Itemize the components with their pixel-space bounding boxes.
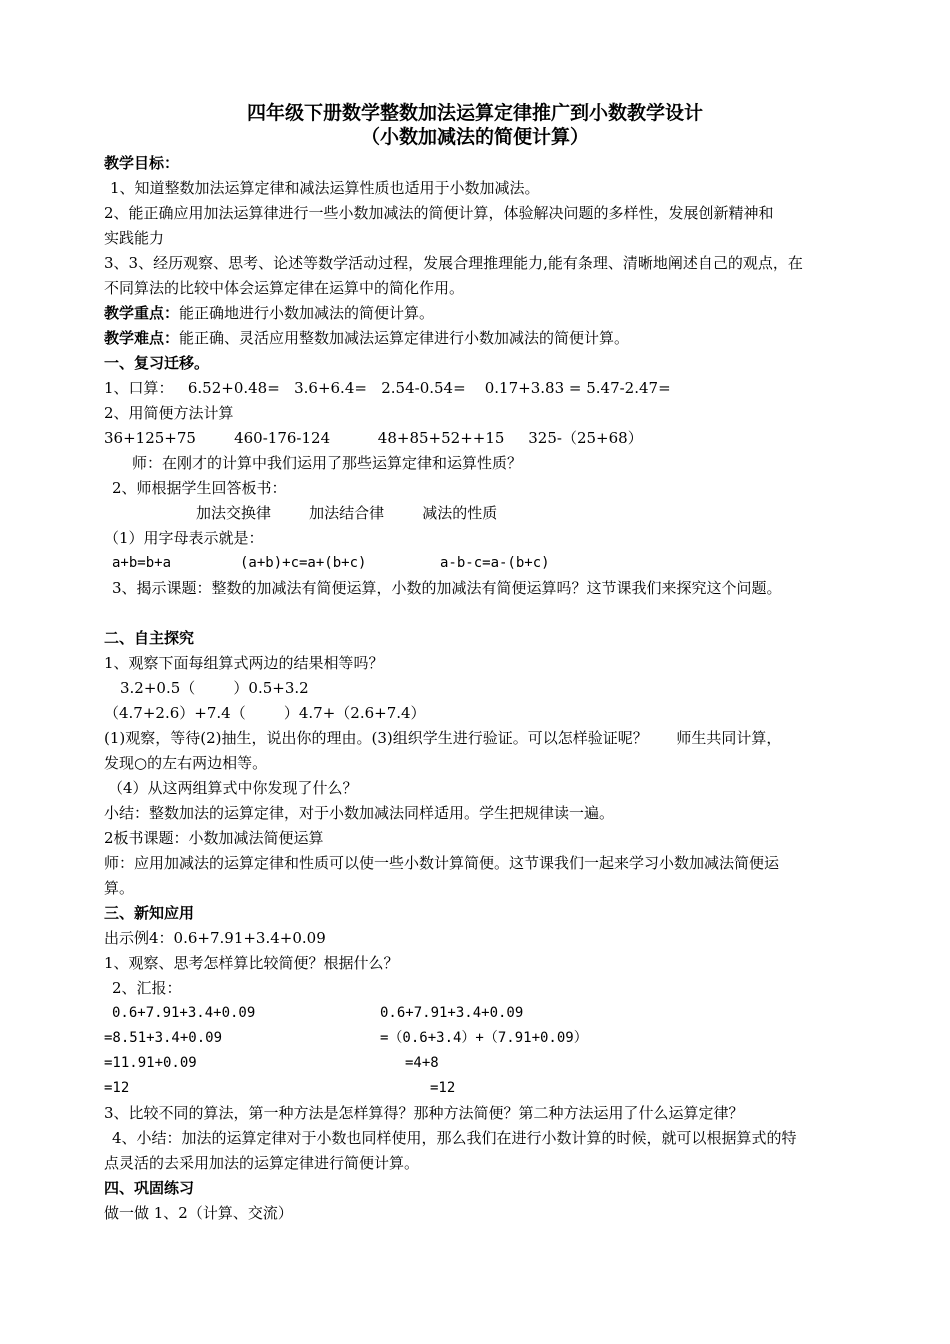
law-commutative: a+b=b+a [112,555,172,571]
steps-line1: (1)观察，等待(2)抽生，说出你的理由。(3)组织学生进行验证。可以怎样验证呢？ 师生共同计算， [104,729,782,747]
simple-calc-title: 2、用简便方法计算 [104,404,234,422]
difficulty-text: 能正确、灵活应用整数加减法运算定律进行小数加减法的简便计算。 [179,329,630,347]
key-point-label: 教学重点： [104,304,180,322]
objective-2-line1: 2、能正确应用加法运算律进行一些小数加减法的简便计算，体验解决问题的多样性，发展创新精神和 [104,204,774,222]
teacher-question: 师：在刚才的计算中我们运用了那些运算定律和运算性质？ [132,454,523,472]
section2-heading: 二、自主探究 [104,629,195,647]
summary: 小结：整数加法的运算定律，对于小数加减法同样适用。学生把规律读一遍。 [104,804,615,822]
method2-step: =4+8 [405,1055,439,1071]
think-question: 1、观察、思考怎样算比较简便？根据什么？ [104,954,399,972]
section3-summary-line2: 点灵活的去采用加法的运算定律进行简便计算。 [104,1154,420,1172]
letters-intro: （1）用字母表示就是： [104,529,264,547]
board-writing: 2、师根据学生回答板书： [112,479,287,497]
simple-calc-exprs: 36+125+75 460-176-124 48+85+52++15 325-（25+68） [104,429,643,447]
method1-step: =12 [104,1080,130,1096]
law-subtraction: a-b-c=a-(b+c) [440,555,550,571]
objective-3-line1: 3、3、经历观察、思考、论述等数学活动过程，发展合理推理能力,能有条理、清晰地阐述自己的观点，在 [104,254,803,272]
practice: 做一做 1、2（计算、交流） [104,1204,293,1222]
method2-step: =12 [430,1080,456,1096]
method2-step: 0.6+7.91+3.4+0.09 [380,1005,524,1021]
document-title: 四年级下册数学整数加法运算定律推广到小数教学设计 [246,102,703,124]
compare-question: 3、比较不同的算法，第一种方法是怎样算得？那种方法简便？第二种方法运用了什么运算定律？ [104,1104,744,1122]
objective-2-line2: 实践能力 [104,229,165,247]
difficulty-label: 教学难点： [104,329,180,347]
key-point-text: 能正确地进行小数加减法的简便计算。 [179,304,435,322]
oral-calc: 1、口算： 6.52+0.48= 3.6+6.4= 2.54-0.54= 0.17+3.83 = 5.47-2.47= [104,379,671,397]
section3-summary-line1: 4、小结：加法的运算定律对于小数也同样使用，那么我们在进行小数计算的时候，就可以根据算式的特 [112,1129,797,1147]
observe-question: 1、观察下面每组算式两边的结果相等吗？ [104,654,384,672]
section4-heading: 四、巩固练习 [104,1179,195,1197]
section1-heading: 一、复习迁移。 [104,354,210,372]
laws-list: 加法交换律 加法结合律 减法的性质 [196,504,498,522]
reveal-topic: 3、揭示课题：整数的加减法有简便运算，小数的加减法有简便运算吗？这节课我们来探究这个问题。 [112,579,782,597]
teacher-line1: 师：应用加减法的运算定律和性质可以使一些小数计算简便。这节课我们一起来学习小数加减法简便运 [104,854,780,872]
equation-1: 3.2+0.5（ ）0.5+3.2 [120,679,309,697]
law-associative: (a+b)+c=a+(b+c) [240,555,367,571]
report-label: 2、汇报： [112,979,182,997]
method1-step: =11.91+0.09 [104,1055,197,1071]
step-4: （4）从这两组算式中你发现了什么？ [108,779,358,797]
key-point [104,303,434,323]
objective-1: 1、知道整数加法运算定律和减法运算性质也适用于小数加减法。 [110,179,540,197]
objective-3-line2: 不同算法的比较中体会运算定律在运算中的简化作用。 [104,279,465,297]
teacher-line2: 算。 [104,879,135,897]
section3-heading: 三、新知应用 [104,904,195,922]
example-4: 出示例4：0.6+7.91+3.4+0.09 [104,929,326,947]
method2-step: =（0.6+3.4）+（7.91+0.09） [380,1030,588,1046]
method1-step: 0.6+7.91+3.4+0.09 [112,1005,256,1021]
objectives-heading: 教学目标： [104,154,180,172]
equation-2: （4.7+2.6）+7.4（ ）4.7+（2.6+7.4） [104,704,426,722]
document-subtitle: （小数加减法的简便计算） [360,126,589,148]
method1-step: =8.51+3.4+0.09 [104,1030,223,1046]
difficulty [104,328,629,348]
steps-line2: 发现○的左右两边相等。 [104,754,268,772]
board-title: 2板书课题：小数加减法简便运算 [104,829,324,847]
